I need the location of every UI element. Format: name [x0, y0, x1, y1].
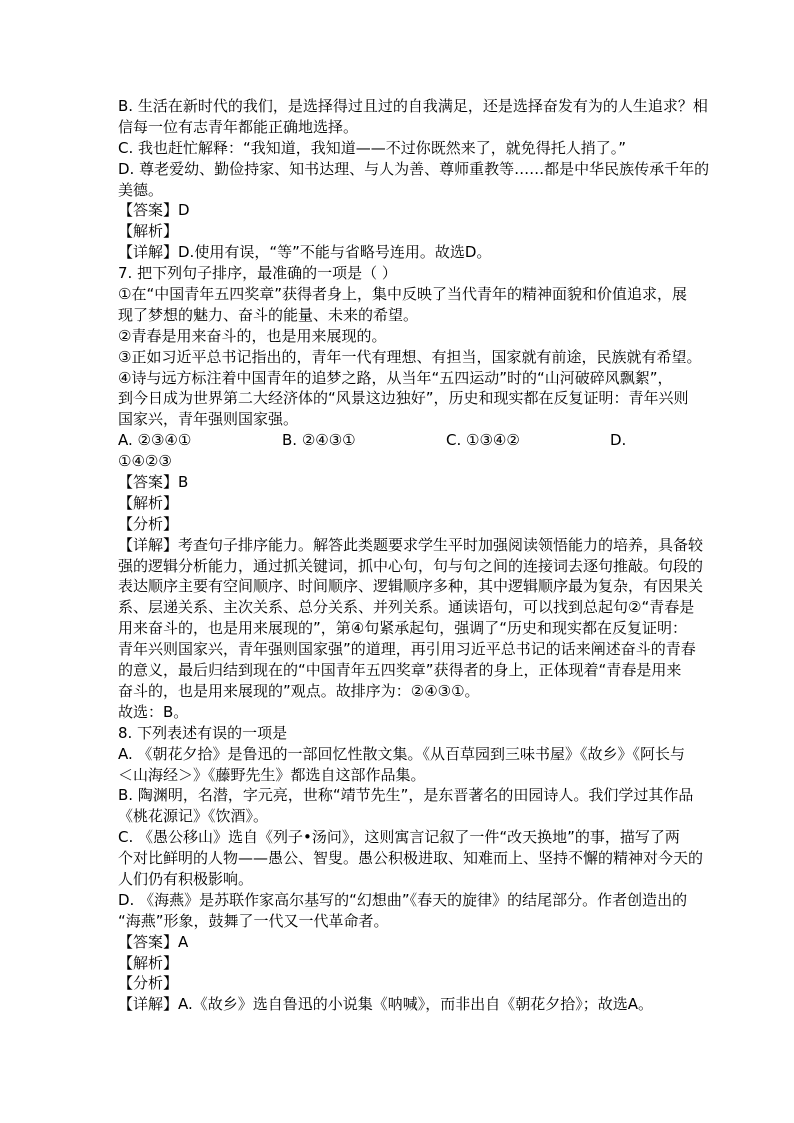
q7-answer: 【答案】B [118, 473, 189, 492]
q7-fenxi-label: 【分析】 [118, 514, 179, 533]
q8-line: ＜山海经＞》《藤野先生》都选自这部作品集。 [118, 765, 426, 784]
q7-option-a: A. ②③④① [118, 431, 192, 450]
q7-detail: 用来奋斗的，也是用来展现的”，第④句紧承起句，强调了“历史和现实都在反复证明： [118, 619, 687, 638]
q7-sentence: ③正如习近平总书记指出的，青年一代有理想、有担当，国家就有前途，民族就有希望。 [118, 347, 702, 366]
q7-sentence: ①在“中国青年五四奖章”获得者身上，集中反映了当代青年的精神面貌和价值追求，展 [118, 285, 687, 304]
q7-detail: 系、层递关系、主次关系、总分关系、并列关系。通读语句，可以找到总起句②“青春是 [118, 598, 695, 617]
q8-line: 个对比鲜明的人物——愚公、智叟。愚公积极进取、知难而上、坚持不懈的精神对今天的 [118, 849, 704, 868]
q7-detail: 【详解】考查句子排序能力。解答此类题要求学生平时加强阅读领悟能力的培养，具备较 [118, 535, 704, 554]
q6-option-d: D. 尊老爱幼、勤俭持家、知书达理、与人为善、尊师重教等……都是中华民族传承千年的 [118, 159, 710, 178]
q6-detail: 【详解】D.使用有误，“等”不能与省略号连用。故选D。 [118, 243, 492, 262]
q8-line: B. 陶渊明，名潜，字元亮，世称“靖节先生”，是东晋著名的田园诗人。我们学过其作品 [118, 786, 694, 805]
q6-option-b-cont: 信每一位有志青年都能正确地选择。 [118, 117, 359, 136]
q7-detail: 的意义，最后归结到现在的“中国青年五四奖章”获得者的身上，正体现着“青春是用来 [118, 661, 682, 680]
q7-option-b: B. ②④③① [282, 431, 356, 450]
q8-line: “海燕”形象，鼓舞了一代又一代革命者。 [118, 911, 389, 930]
q6-answer: 【答案】D [118, 201, 190, 220]
q7-detail: 强的逻辑分析能力，通过抓关键词，抓中心句，句与句之间的连接词去逐句推敲。句段的 [118, 556, 704, 575]
q8-detail: 【详解】A.《故乡》选自鲁迅的小说集《呐喊》，而非出自《朝花夕拾》；故选A。 [118, 995, 654, 1014]
q7-option-c: C. ①③④② [446, 431, 520, 450]
q8-analysis-label: 【解析】 [118, 953, 179, 972]
q7-detail: 表达顺序主要有空间顺序、时间顺序、逻辑顺序多种，其中逻辑顺序最为复杂，有因果关 [118, 577, 704, 596]
q8-answer: 【答案】A [118, 932, 189, 951]
q6-option-b: B. 生活在新时代的我们，是选择得过且过的自我满足，还是选择奋发有为的人生追求？相 [118, 97, 708, 115]
q8-line: C. 《愚公移山》选自《列子•汤问》，这则寓言记叙了一件“改天换地”的事，描写了两 [118, 828, 680, 847]
q7-analysis-label: 【解析】 [118, 493, 179, 512]
document-page [118, 96, 710, 1015]
q8-line: 人们仍有积极影响。 [118, 869, 254, 888]
q8-line: 《桃花源记》《饮酒》。 [118, 807, 269, 826]
q7-option-d: D. [610, 431, 627, 450]
q7-stem: 7. 把下列句子排序，最准确的一项是（ ） [118, 264, 397, 283]
q8-line: A. 《朝花夕拾》是鲁迅的一部回忆性散文集。《从百草园到三味书屋》《故乡》《阿长与 [118, 744, 686, 763]
q7-conclusion: 故选：B。 [118, 702, 189, 721]
q7-detail: 奋斗的，也是用来展现的”观点。故排序为：②④③①。 [118, 681, 480, 700]
q7-sentence: ②青春是用来奋斗的，也是用来展现的。 [118, 326, 387, 345]
q8-fenxi-label: 【分析】 [118, 974, 179, 993]
q7-sentence: 国家兴，青年强则国家强。 [118, 410, 299, 429]
q7-options [118, 430, 688, 451]
q7-sentence: ④诗与远方标注着中国青年的追梦之路，从当年“五四运动”时的“山河破碎风飘絮”， [118, 368, 673, 387]
q7-sentence: 到今日成为世界第二大经济体的“风景这边独好”，历史和现实都在反复证明：青年兴则 [118, 389, 689, 408]
q6-analysis-label: 【解析】 [118, 222, 179, 241]
q8-stem: 8. 下列表述有误的一项是 [118, 723, 288, 742]
q6-option-c: C. 我也赶忙解释：“我知道，我知道——不过你既然来了，就免得托人捎了。” [118, 138, 627, 157]
q7-sentence: 现了梦想的魅力、奋斗的能量、未来的希望。 [118, 305, 419, 324]
q7-detail: 青年兴则国家兴，青年强则国家强”的道理，再引用习近平总书记的话来阐述奋斗的青春 [118, 640, 696, 659]
q6-option-d-cont: 美德。 [118, 180, 164, 199]
q7-option-d-value: ①④②③ [118, 452, 172, 471]
q8-line: D. 《海燕》是苏联作家高尔基写的“幻想曲”《春天的旋律》的结尾部分。作者创造出的 [118, 890, 688, 909]
